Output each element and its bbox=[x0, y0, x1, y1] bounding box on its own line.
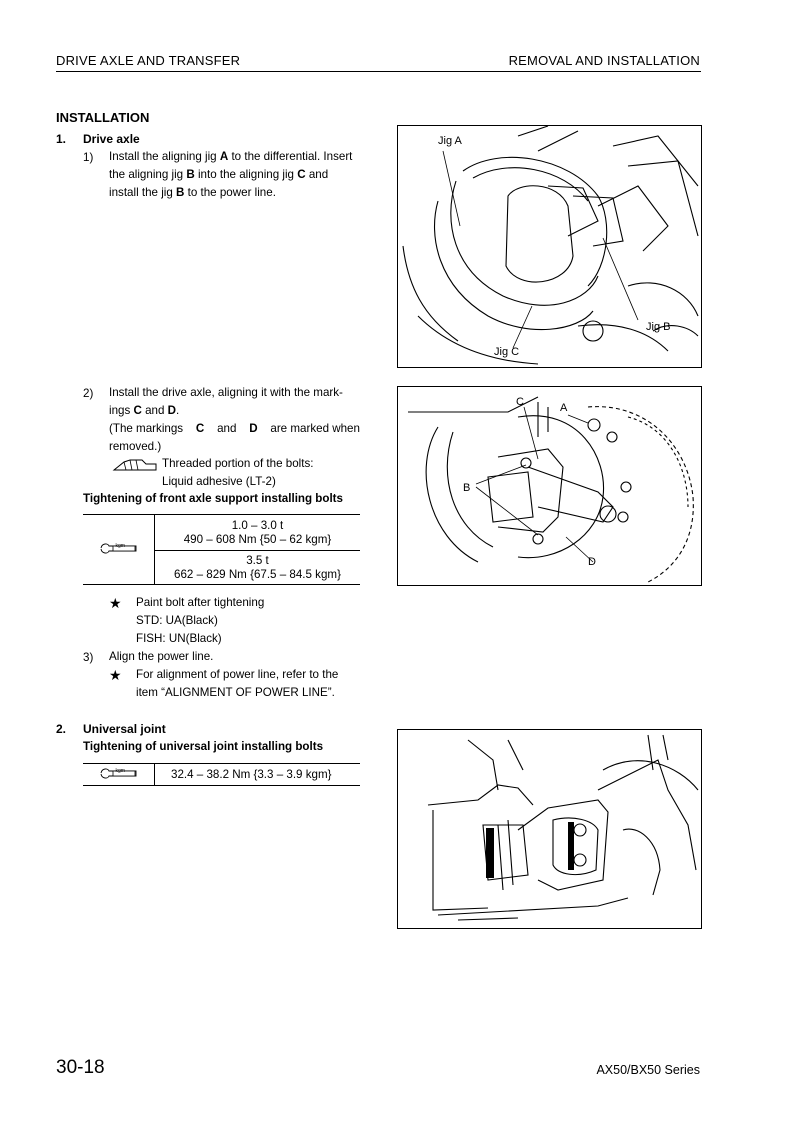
torque-table-front-axle bbox=[83, 514, 360, 585]
torque-title-front-axle: Tightening of front axle support installing bolts bbox=[83, 492, 343, 505]
header-chapter-title: REMOVAL AND INSTALLATION bbox=[508, 53, 700, 68]
section2-title: Universal joint bbox=[83, 722, 166, 736]
note-star-icon: ★ bbox=[109, 667, 122, 683]
torque-wrench-icon bbox=[100, 542, 138, 554]
step3-number: 3) bbox=[83, 651, 94, 664]
figure-jig-installation bbox=[397, 125, 702, 368]
section2-number: 2. bbox=[56, 722, 67, 736]
step2-text: Install the drive axle, aligning it with the mark- ings C and D. (The markings C and D are marked when removed.) bbox=[109, 386, 360, 453]
label-jig-c: Jig C bbox=[494, 346, 520, 358]
drive-axle-illustration bbox=[398, 387, 701, 585]
torque-row-1: 1.0 – 3.0 t 490 – 608 Nm {50 – 62 kgm} bbox=[155, 515, 361, 551]
step2-number: 2) bbox=[83, 387, 94, 400]
step1-text: Install the aligning jig A to the differential. Insert the aligning jig B into the aligning jig C and install the jig B to the power line. bbox=[109, 150, 353, 199]
figure-universal-joint bbox=[397, 729, 702, 929]
series-name: AX50/BX50 Series bbox=[596, 1063, 700, 1077]
adhesive-note: Threaded portion of the bolts: Liquid adhesive (LT-2) bbox=[162, 457, 314, 488]
label-d: D bbox=[588, 556, 596, 568]
paint-note: Paint bolt after tightening STD: UA(Black) FISH: UN(Black) bbox=[136, 596, 265, 645]
torque-table-universal-joint bbox=[83, 763, 360, 786]
step3-note: For alignment of power line, refer to the item “ALIGNMENT OF POWER LINE”. bbox=[136, 668, 339, 699]
page-number: 30-18 bbox=[56, 1057, 105, 1078]
torque-unit-label-2: kgm bbox=[115, 768, 125, 774]
header-rule bbox=[56, 71, 701, 72]
torque-value-universal-joint: 32.4 – 38.2 Nm {3.3 – 3.9 kgm} bbox=[155, 764, 361, 786]
torque-title-universal-joint: Tightening of universal joint installing bolts bbox=[83, 740, 324, 753]
universal-joint-illustration bbox=[398, 730, 701, 928]
torque-row-2: 3.5 t 662 – 829 Nm {67.5 – 84.5 kgm} bbox=[155, 551, 361, 585]
section1-number: 1. bbox=[56, 132, 67, 146]
adhesive-icon bbox=[112, 456, 158, 472]
torque-wrench-cell-2 bbox=[83, 764, 155, 786]
page-heading: INSTALLATION bbox=[56, 110, 150, 125]
torque-wrench-cell bbox=[83, 515, 155, 585]
step3-text: Align the power line. bbox=[109, 650, 214, 663]
paint-star-icon: ★ bbox=[109, 595, 122, 611]
label-a: A bbox=[560, 402, 568, 414]
label-b: B bbox=[463, 482, 471, 494]
header-section-title: DRIVE AXLE AND TRANSFER bbox=[56, 53, 241, 68]
label-jig-a: Jig A bbox=[438, 135, 462, 147]
step1-number: 1) bbox=[83, 151, 94, 164]
torque-unit-label: kgm bbox=[115, 543, 125, 549]
label-c: C bbox=[516, 396, 524, 408]
torque-wrench-icon-2 bbox=[100, 767, 138, 779]
figure-drive-axle-markings bbox=[397, 386, 702, 586]
label-jig-b: Jig B bbox=[646, 321, 671, 333]
section1-title: Drive axle bbox=[83, 132, 140, 146]
